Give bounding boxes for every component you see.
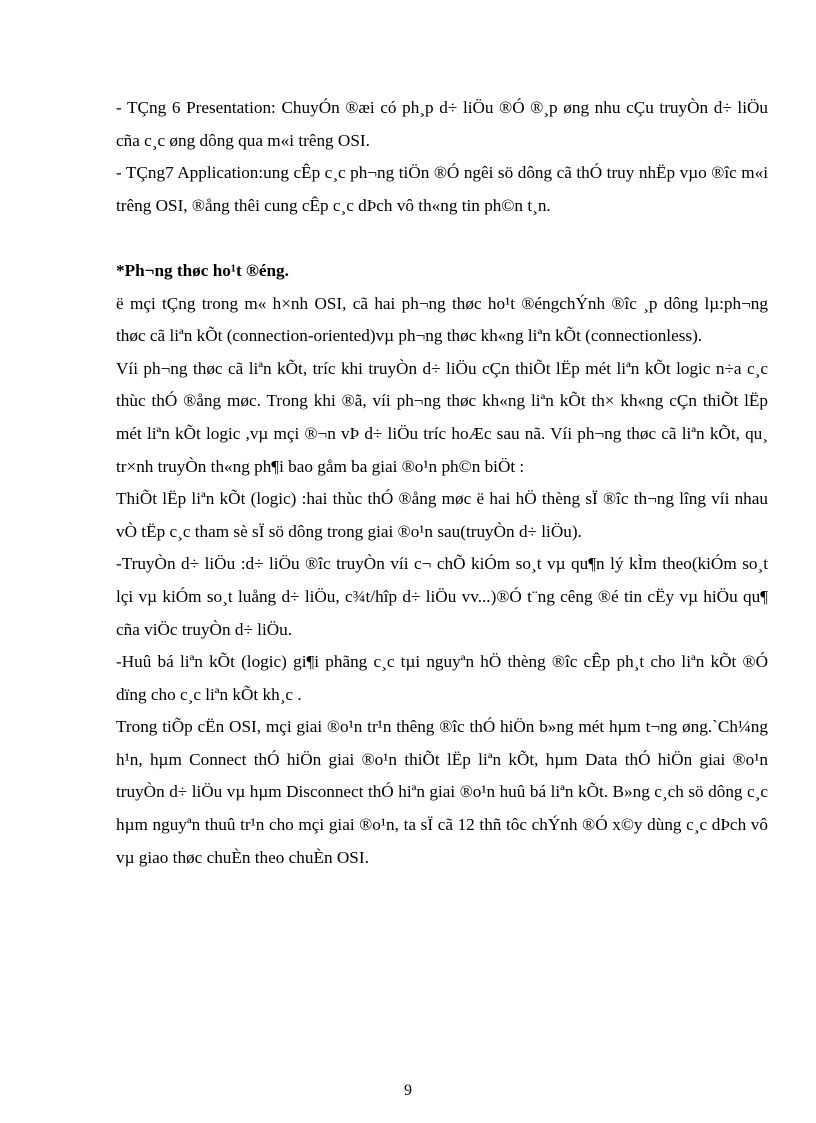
paragraph-primitive-functions: Trong tiÕp cËn OSI, mçi giai ®o¹n tr¹n thêng ®îc thÓ hiÖn b»ng mét hµm t¬ng øng.`Ch¼ng h¹n, hµm Connect thÓ hiÖn giai ®o¹n thiÕt lËp liªn kÕt, hµm Data thÓ hiÖn giai ®o¹n truyÒn d÷ liÖu vµ hµm Disconnect thÓ hiªn giai ®o¹n huû bá liªn kÕt. B»ng c¸ch sö dông c¸c hµm nguyªn thuû tr¹n cho mçi giai ®o¹n, ta sÏ cã 12 thñ tôc chÝnh ®Ó x©y dùng c¸c dÞch vô vµ giao thøc chuÈn theo chuÈn OSI. (116, 717, 768, 867)
paragraph-connection-release: -Huû bá liªn kÕt (logic) gi¶i phãng c¸c tµi nguyªn hÖ thèng ®îc cÊp ph¸t cho liªn kÕt ®Ó dïng cho c¸c liªn kÕt kh¸c . (116, 652, 768, 704)
paragraph-data-transfer: -TruyÒn d÷ liÖu :d÷ liÖu ®îc truyÒn víi c¬ chÕ kiÓm so¸t vµ qu¶n lý kÌm theo(kiÓm so¸t lçi vµ kiÓm so¸t luång d÷ liÖu, c¾t/hîp d÷ liÖu vv...)®Ó t¨ng cêng ®é tin cËy vµ hiÖu qu¶ cña viÖc truyÒn d÷ liÖu. (116, 554, 768, 639)
paragraph-presentation-layer: - TÇng 6 Presentation: ChuyÓn ®æi có ph¸p d÷ liÖu ®Ó ®¸p øng nhu cÇu truyÒn d÷ liÖu cña c¸c øng dông qua m«i trêng OSI. (116, 98, 768, 150)
page-number: 9 (404, 1082, 412, 1099)
paragraph-connection-setup: ThiÕt lËp liªn kÕt (logic) :hai thùc thÓ ®ång møc ë hai hÖ thèng sÏ ®îc th¬ng lîng víi nhau vÒ tËp c¸c tham sè sÏ sö dông trong giai ®o¹n sau(truyÒn d÷ liÖu). (116, 489, 768, 541)
paragraph-connection-oriented: Víi ph¬ng thøc cã liªn kÕt, tríc khi truyÒn d÷ liÖu cÇn thiÕt lËp mét liªn kÕt logic n÷a c¸c thùc thÓ ®ång møc. Trong khi ®ã, víi ph¬ng thøc kh«ng liªn kÕt th× kh«ng cÇn thiÕt lËp mét liªn kÕt logic ,vµ mçi ®¬n vÞ d÷ liÖu tríc hoÆc sau nã. Víi ph¬ng thøc cã liªn kÕt, qu¸ tr×nh truyÒn th«ng ph¶i bao gåm ba giai ®o¹n ph©n biÖt : (116, 358, 768, 476)
body-text (116, 92, 768, 874)
paragraph-operation-modes: ë mçi tÇng trong m« h×nh OSI, cã hai ph¬ng thøc ho¹t ®éngchÝnh ®îc ¸p dông lµ:ph¬ng thøc cã liªn kÕt (connection-oriented)vµ ph¬ng thøc kh«ng liªn kÕt (connectionless). (116, 293, 768, 346)
paragraph-application-layer: - TÇng7 Application:ung cÊp c¸c ph¬ng tiÖn ®Ó ngêi sö dông cã thÓ truy nhËp vµo ®îc m«i trêng OSI, ®ång thêi cung cÊp c¸c dÞch vô th«ng tin ph©n t¸n. (116, 163, 768, 215)
section-heading: *Ph¬ng thøc ho¹t ®éng. (116, 260, 289, 280)
